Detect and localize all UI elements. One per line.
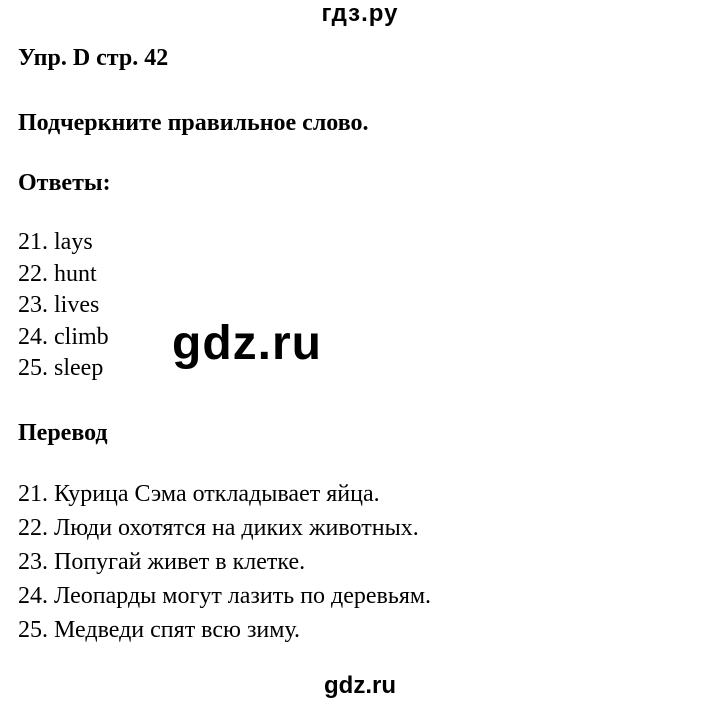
answer-item: 21. lays: [18, 229, 93, 255]
answer-item: 24. climb: [18, 323, 109, 350]
exercise-instruction: Подчеркните правильное слово.: [18, 110, 369, 136]
answers-list: [18, 227, 109, 385]
translation-item: 24. Леопарды могут лазить по деревьям.: [18, 583, 432, 609]
answer-item: 25. sleep: [18, 355, 104, 381]
translation-item: 22. Люди охотятся на диких животных.: [18, 515, 419, 541]
watermark-top: гдз.ру: [321, 0, 399, 27]
watermark-bottom: gdz.ru: [324, 672, 396, 699]
translation-item: 23. Попугай живет в клетке.: [18, 549, 306, 575]
translation-item: 25. Медведи спят всю зиму.: [18, 617, 301, 643]
translation-list: [18, 477, 431, 647]
translation-heading: Перевод: [18, 420, 108, 446]
watermark-center: gdz.ru: [172, 317, 322, 370]
translation-item: 21. Курица Сэма откладывает яйца.: [18, 481, 380, 507]
exercise-title: Упр. D стр. 42: [18, 45, 169, 71]
answers-heading: Ответы:: [18, 170, 111, 196]
answer-item: 23. lives: [18, 292, 100, 318]
answer-item: 22. hunt: [18, 260, 97, 287]
